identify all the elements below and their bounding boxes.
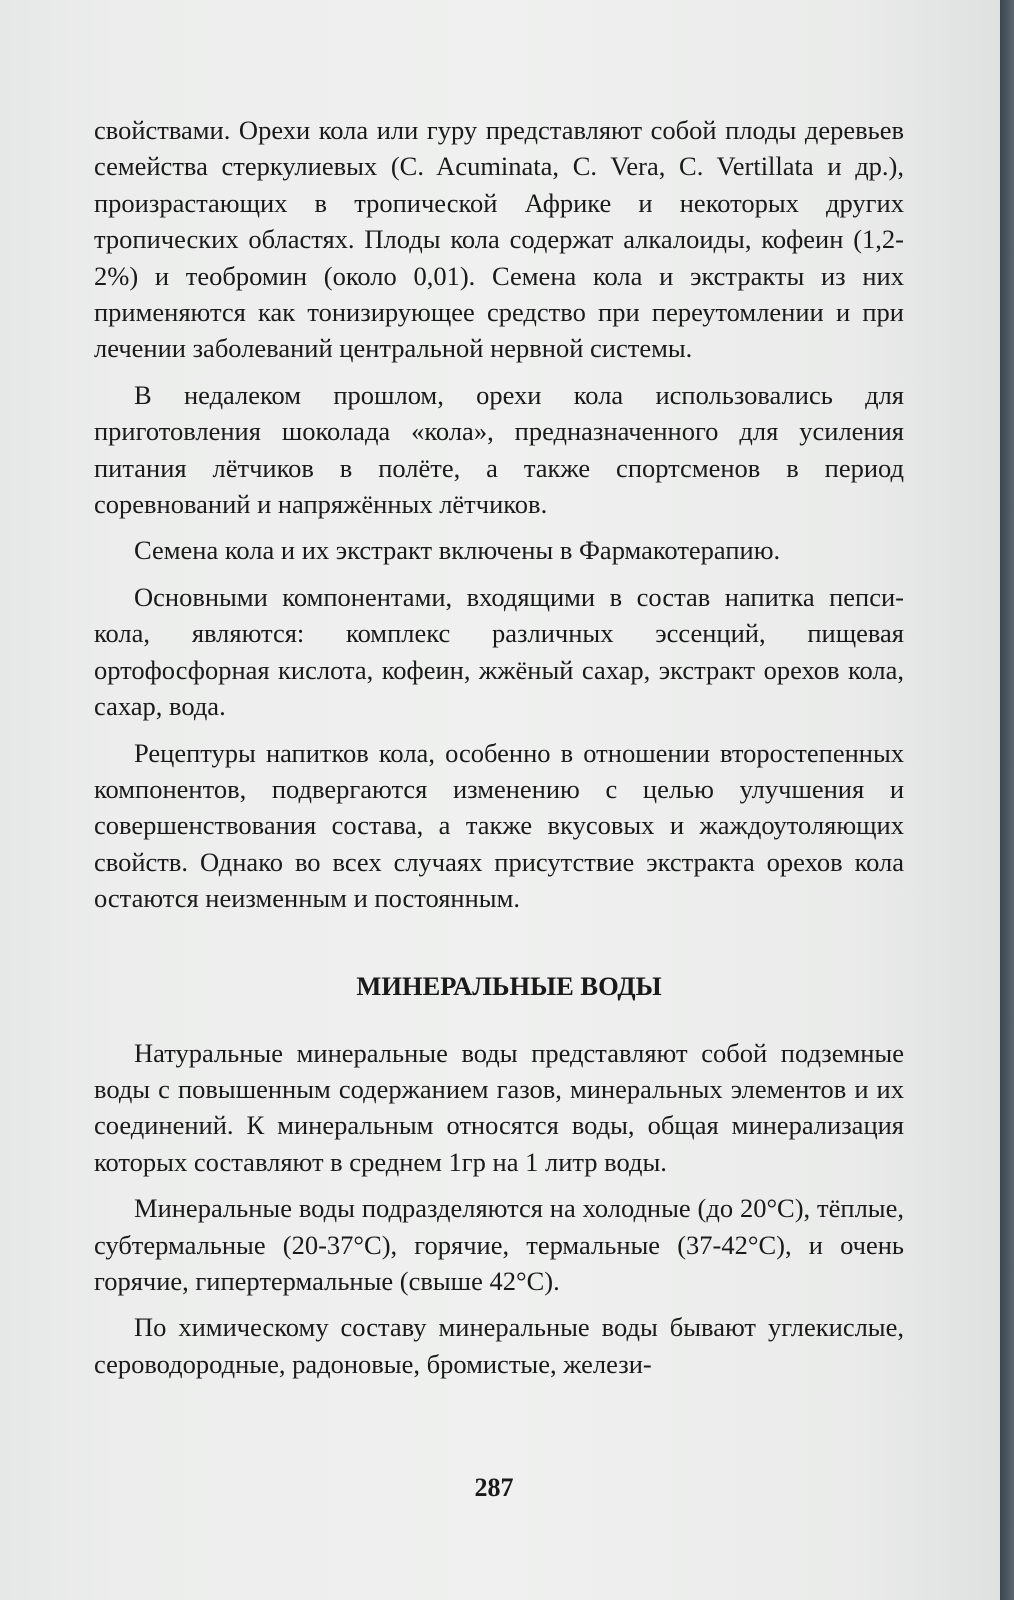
page-text — [94, 112, 904, 1392]
paragraph-mineral-definition: Натуральные минеральные воды представляют собой подземные воды с повышенным содержанием газов, минеральных элементов и их соединений. К минеральным относятся воды, общая минерализация которых составляют в среднем 1гр на 1 литр воды. — [94, 1037, 904, 1177]
paragraph-kola-nuts: свойствами. Орехи кола или гуру представляют собой плоды деревьев семейства стеркулиевых (C. Acuminata, C. Vera, C. Vertillata и др.), произрастающих в тропической Африке и некоторых других тропических областях. Плоды кола содержат алкалоиды, кофеин (1,2-2%) и теобромин (около 0,01). Семена кола и экстракты из них применяются как тонизирующее средство при переутомлении и при лечении заболеваний центральной нервной системы. — [94, 115, 904, 364]
paragraph-temperature-classes: Минеральные воды подразделяются на холодные (до 20°С), тёплые, субтермальные (20-37°С), горячие, термальные (37-42°С), и очень горячие, гипертермальные (свыше 42°С). — [94, 1193, 904, 1296]
paragraph-pepsi-components: Основными компонентами, входящими в состав напитка пепси-кола, являются: комплекс различных эссенций, пищевая ортофосфорная кислота, кофеин, жжёный сахар, экстракт орехов кола, сахар, вода. — [94, 581, 904, 722]
paragraph-recipes: Рецептуры напитков кола, особенно в отношении второстепенных компонентов, подвергаются изменению с целью улучшения и совершенствования состава, а также вкусовых и жаждоутоляющих свойств. Однако во всех случаях присутствие экстракта орехов кола остаются неизменным и постоянным. — [94, 737, 904, 914]
paragraph-pharmacotherapy: Семена кола и их экстракт включены в Фармакотерапию. — [134, 535, 781, 566]
section-heading: МИНЕРАЛЬНЫЕ ВОДЫ — [356, 970, 662, 1001]
page-number: 287 — [474, 1473, 514, 1502]
paragraph-chemical-composition: По химическому составу минеральные воды бывают углекислые, сероводородные, радоновые, бромистые, желези- — [94, 1312, 904, 1379]
paragraph-chocolate: В недалеком прошлом, орехи кола использовались для приготовления шоколада «кола», предназначенного для усиления питания лётчиков в полёте, а также спортсменов в период соревнований и напряжённых лётчиков. — [94, 379, 904, 520]
page-edge — [1000, 0, 1014, 1600]
